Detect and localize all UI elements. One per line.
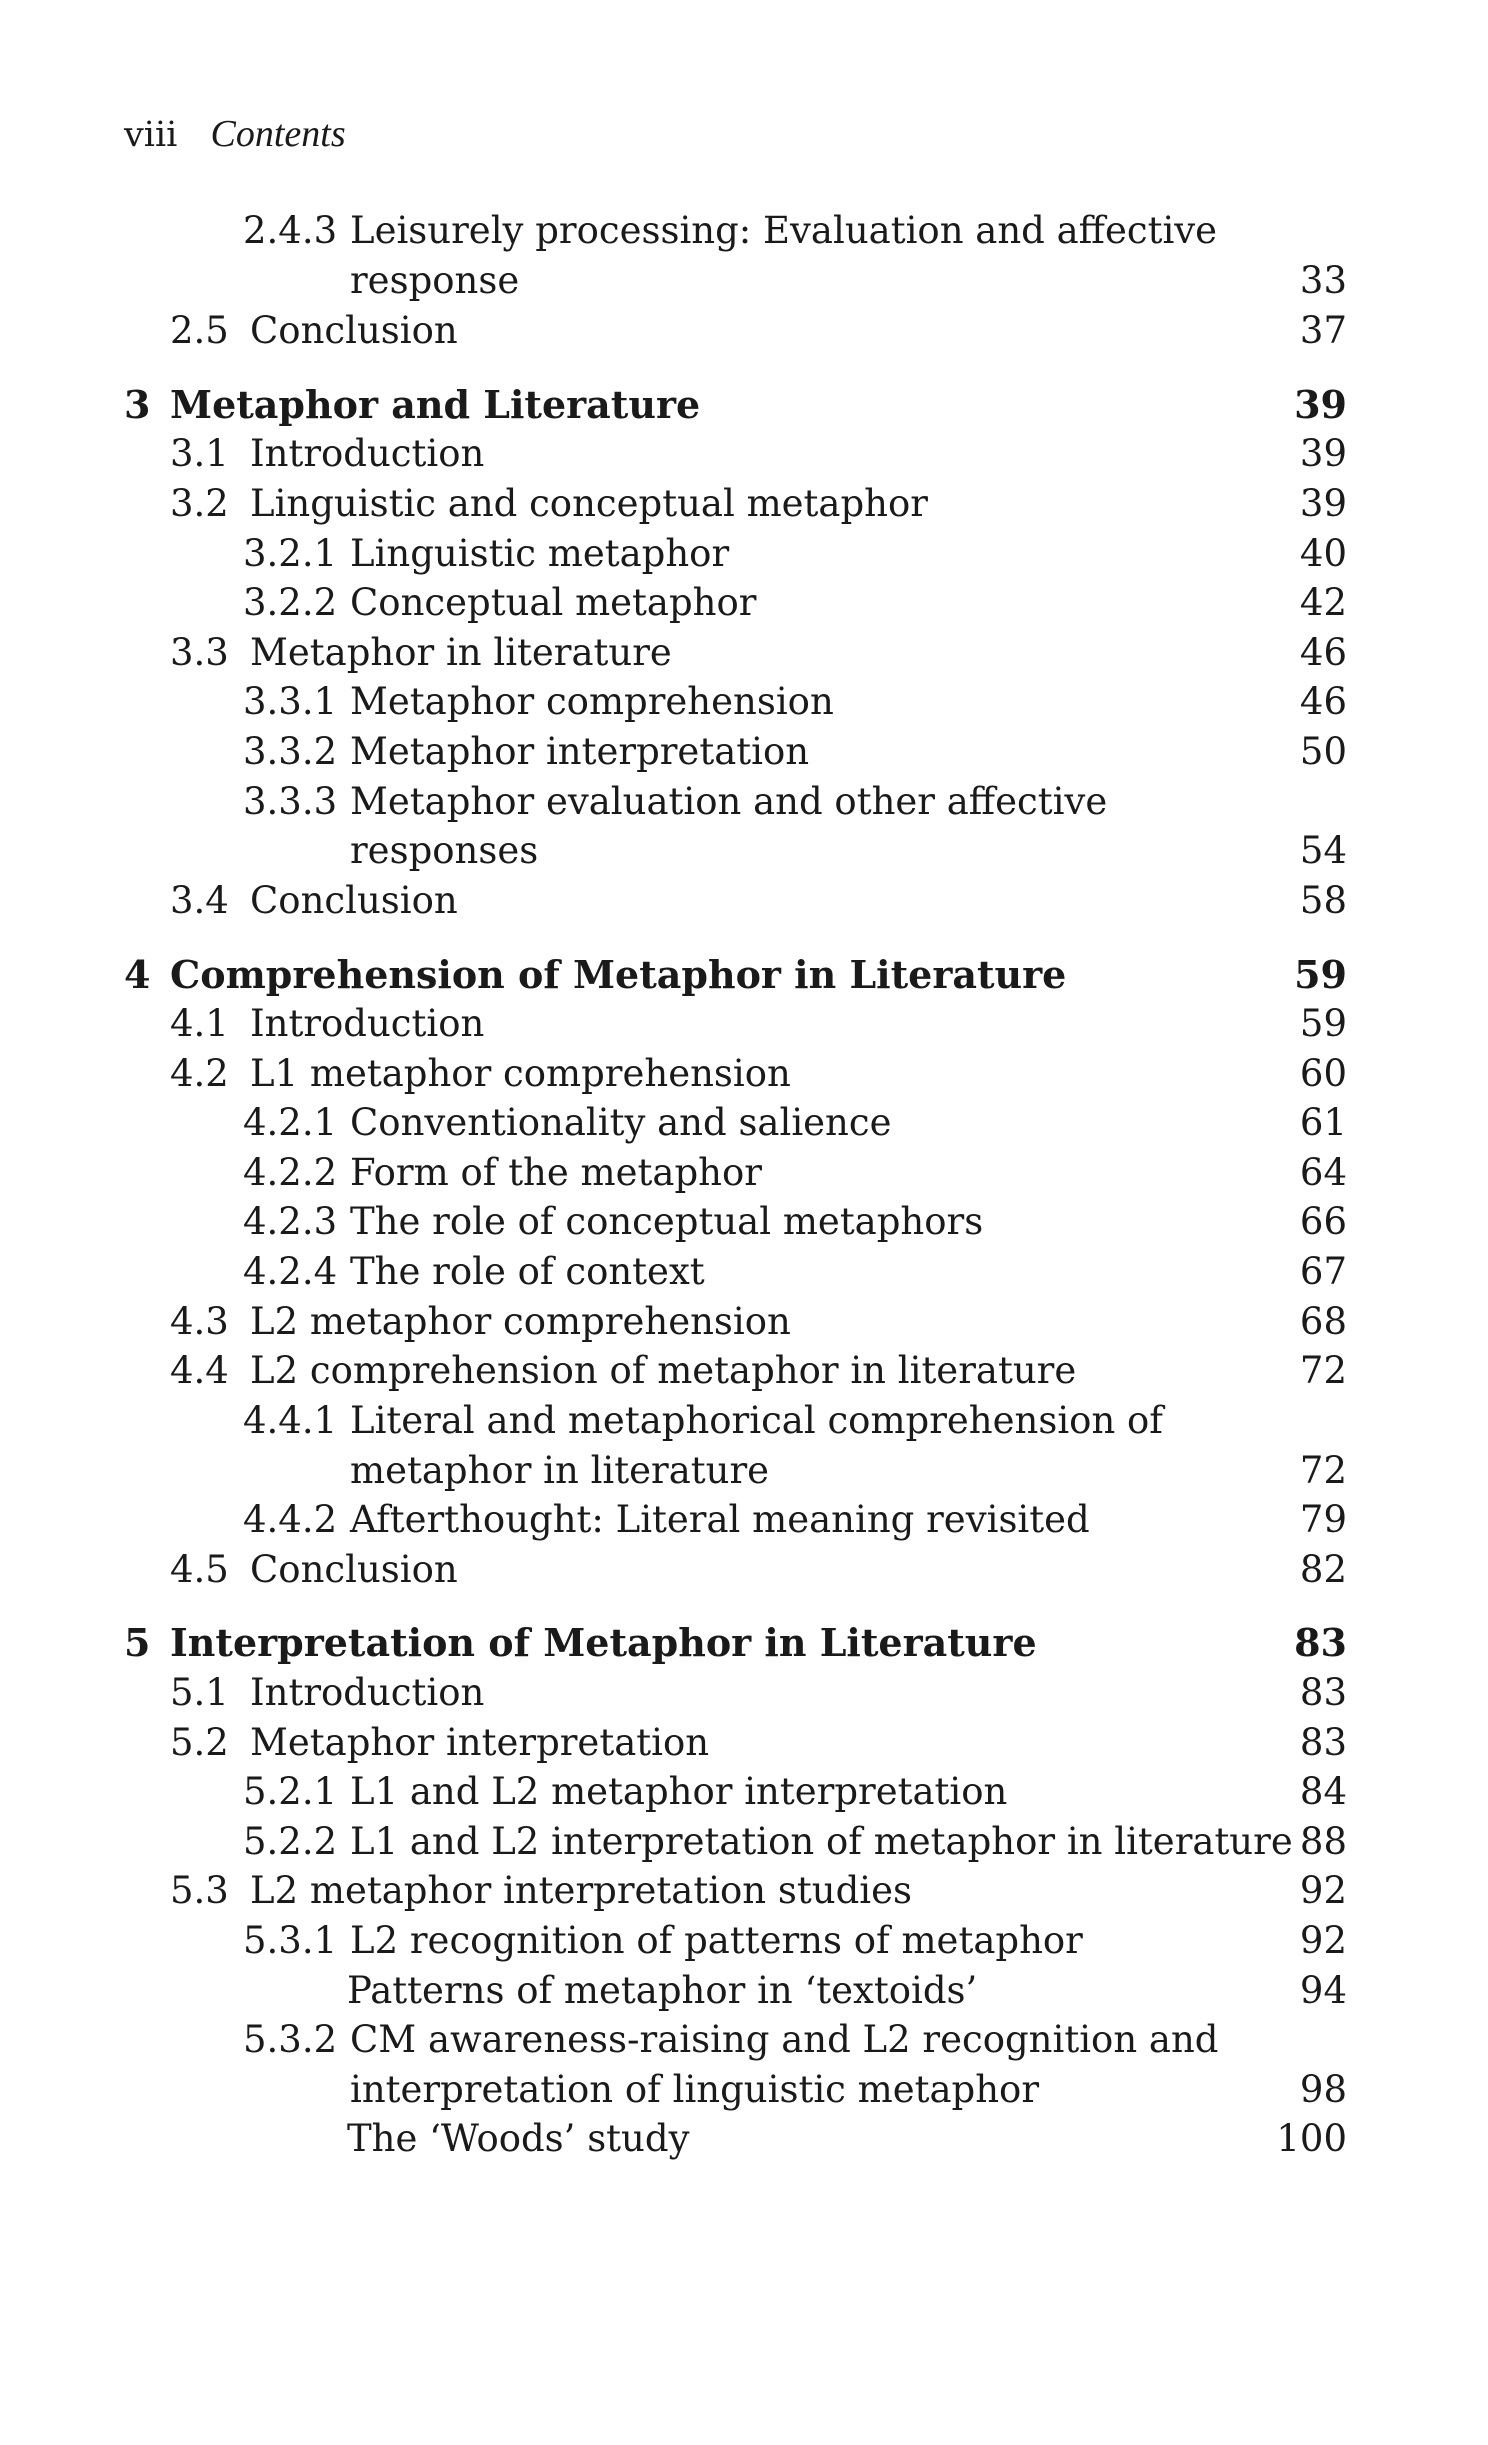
toc-entry xyxy=(0,727,1488,777)
toc-entry-title: Metaphor in literature xyxy=(250,631,672,674)
toc-entry-page: 33 xyxy=(1299,259,1347,302)
toc-chapter-page: 59 xyxy=(1294,952,1347,997)
toc-entry-title: Linguistic and conceptual metaphor xyxy=(250,482,928,525)
toc-entry xyxy=(0,1098,1488,1148)
toc-entry-number: 4.4.2 xyxy=(243,1498,338,1541)
toc-entry xyxy=(0,529,1488,579)
toc-entry xyxy=(0,1396,1488,1446)
toc-entry-number: 3.2 xyxy=(170,482,229,525)
toc-entry xyxy=(0,2015,1488,2065)
toc-entry-number: 5.2.2 xyxy=(243,1820,338,1863)
toc-entry-title: response xyxy=(350,259,520,302)
toc-entry xyxy=(0,1148,1488,1198)
toc-entry-page: 59 xyxy=(1299,1002,1347,1045)
toc-entry-page: 39 xyxy=(1299,482,1347,525)
toc-entry xyxy=(0,1966,1488,2016)
toc-entry-page: 88 xyxy=(1299,1820,1347,1863)
toc-entry-title: The role of conceptual metaphors xyxy=(350,1200,984,1243)
toc-entry-page: 42 xyxy=(1299,581,1347,624)
toc-entry-number: 4.4.1 xyxy=(243,1399,338,1442)
toc-entry-number: 4.4 xyxy=(170,1349,229,1392)
toc-entry-page: 67 xyxy=(1299,1250,1347,1293)
toc-entry xyxy=(0,677,1488,727)
toc-entry-number: 4.2.2 xyxy=(243,1151,338,1194)
toc-entry-title: Patterns of metaphor in ‘textoids’ xyxy=(347,1969,978,2012)
toc-entry-page: 46 xyxy=(1299,631,1347,674)
toc-entry-number: 2.4.3 xyxy=(243,209,338,252)
toc-entry xyxy=(0,1916,1488,1966)
toc-entry-page: 50 xyxy=(1299,730,1347,773)
toc-entry xyxy=(0,999,1488,1049)
toc-chapter-title: Metaphor and Literature xyxy=(170,382,701,427)
toc-chapter-number: 4 xyxy=(124,952,151,997)
toc-entry xyxy=(0,1545,1488,1595)
toc-entry-title: Introduction xyxy=(250,1002,485,1045)
toc-entry-title: Conclusion xyxy=(250,309,458,352)
toc-entry-continuation xyxy=(0,1446,1488,1496)
toc-entry-title: L1 and L2 interpretation of metaphor in literature xyxy=(350,1820,1293,1863)
toc-entry-page: 64 xyxy=(1299,1151,1347,1194)
toc-entry-page: 92 xyxy=(1299,1869,1347,1912)
toc-entry-page: 37 xyxy=(1299,309,1347,352)
toc-entry xyxy=(0,1297,1488,1347)
toc-entry-title: Afterthought: Literal meaning revisited xyxy=(350,1498,1090,1541)
toc-entry-title: responses xyxy=(350,829,539,872)
toc-entry-title: L2 comprehension of metaphor in literature xyxy=(250,1349,1077,1392)
toc-entry-title: Introduction xyxy=(250,432,485,475)
toc-entry-number: 4.5 xyxy=(170,1548,229,1591)
toc-entry-page: 58 xyxy=(1299,879,1347,922)
toc-entry-number: 3.4 xyxy=(170,879,229,922)
toc-entry xyxy=(0,2114,1488,2164)
toc-entry-continuation xyxy=(0,256,1488,306)
toc-entry-page: 92 xyxy=(1299,1919,1347,1962)
toc-entry-page: 83 xyxy=(1299,1721,1347,1764)
toc-entry-page: 79 xyxy=(1299,1498,1347,1541)
toc-entry-number: 4.2 xyxy=(170,1052,229,1095)
running-title: Contents xyxy=(210,113,346,155)
toc-entry-title: Metaphor comprehension xyxy=(350,680,834,723)
toc-entry-continuation xyxy=(0,826,1488,876)
toc-entry-page: 84 xyxy=(1299,1770,1347,1813)
toc-entry-number: 3.2.1 xyxy=(243,532,338,575)
toc-entry-number: 4.2.3 xyxy=(243,1200,338,1243)
toc-chapter-page: 83 xyxy=(1294,1620,1347,1665)
toc-entry-title: Form of the metaphor xyxy=(350,1151,762,1194)
toc-entry-page: 83 xyxy=(1299,1671,1347,1714)
toc-entry-title: Conclusion xyxy=(250,879,458,922)
toc-entry xyxy=(0,1817,1488,1867)
toc-entry-number: 4.2.4 xyxy=(243,1250,338,1293)
toc-chapter-title: Interpretation of Metaphor in Literature xyxy=(170,1620,1037,1665)
toc-entry xyxy=(0,876,1488,926)
toc-entry-title: CM awareness-raising and L2 recognition and xyxy=(350,2018,1219,2061)
toc-entry xyxy=(0,429,1488,479)
toc-entry-title: Literal and metaphorical comprehension of xyxy=(350,1399,1164,1442)
toc-entry-title: Conventionality and salience xyxy=(350,1101,892,1144)
toc-entry-title: metaphor in literature xyxy=(350,1449,770,1492)
toc-entry xyxy=(0,1866,1488,1916)
toc-entry-number: 5.1 xyxy=(170,1671,229,1714)
toc-entry-page: 100 xyxy=(1276,2117,1347,2160)
toc-entry-title: Conclusion xyxy=(250,1548,458,1591)
page-folio: viii xyxy=(124,115,178,155)
toc-entry xyxy=(0,1049,1488,1099)
toc-entry-page: 39 xyxy=(1299,432,1347,475)
toc-entry xyxy=(0,628,1488,678)
toc-entry-number: 4.2.1 xyxy=(243,1101,338,1144)
toc-entry-number: 5.2.1 xyxy=(243,1770,338,1813)
toc-entry-number: 3.3 xyxy=(170,631,229,674)
toc-entry-page: 60 xyxy=(1299,1052,1347,1095)
toc-entry-number: 5.3 xyxy=(170,1869,229,1912)
toc-entry-number: 3.1 xyxy=(170,432,229,475)
toc-entry-page: 66 xyxy=(1299,1200,1347,1243)
toc-entry-number: 3.3.3 xyxy=(243,780,338,823)
toc-entry-number: 5.3.1 xyxy=(243,1919,338,1962)
toc-entry-title: Introduction xyxy=(250,1671,485,1714)
toc-entry-page: 98 xyxy=(1299,2068,1347,2111)
toc-entry xyxy=(0,578,1488,628)
toc-entry-title: interpretation of linguistic metaphor xyxy=(350,2068,1040,2111)
toc-entry-title: L1 metaphor comprehension xyxy=(250,1052,791,1095)
toc-entry-page: 61 xyxy=(1299,1101,1347,1144)
toc-entry-page: 40 xyxy=(1299,532,1347,575)
toc-entry xyxy=(0,1346,1488,1396)
toc-entry xyxy=(0,206,1488,256)
toc-entry-title: The role of context xyxy=(350,1250,705,1293)
toc-entry-title: L2 recognition of patterns of metaphor xyxy=(350,1919,1083,1962)
toc-entry-number: 3.2.2 xyxy=(243,581,338,624)
toc-entry-number: 3.3.1 xyxy=(243,680,338,723)
toc-chapter xyxy=(0,950,1488,1000)
toc-entry-page: 82 xyxy=(1299,1548,1347,1591)
toc-entry-number: 5.2 xyxy=(170,1721,229,1764)
toc-entry-title: The ‘Woods’ study xyxy=(347,2117,690,2160)
toc-entry-page: 72 xyxy=(1299,1349,1347,1392)
toc-entry-page: 54 xyxy=(1299,829,1347,872)
toc-chapter-title: Comprehension of Metaphor in Literature xyxy=(170,952,1067,997)
toc-chapter-number: 3 xyxy=(124,382,151,427)
toc-entry-title: Leisurely processing: Evaluation and affective xyxy=(350,209,1218,252)
toc-chapter xyxy=(0,380,1488,430)
toc-entry xyxy=(0,1767,1488,1817)
toc-entry xyxy=(0,1668,1488,1718)
toc-entry-title: L2 metaphor comprehension xyxy=(250,1300,791,1343)
toc-entry xyxy=(0,479,1488,529)
toc-entry-number: 3.3.2 xyxy=(243,730,338,773)
toc-entry-title: Metaphor interpretation xyxy=(350,730,810,773)
toc-entry-title: L1 and L2 metaphor interpretation xyxy=(350,1770,1008,1813)
toc-entry xyxy=(0,1718,1488,1768)
toc-entry-title: Metaphor evaluation and other affective xyxy=(350,780,1108,823)
toc-entry-continuation xyxy=(0,2065,1488,2115)
toc-entry-number: 2.5 xyxy=(170,309,229,352)
toc-entry-page: 72 xyxy=(1299,1449,1347,1492)
toc-entry-title: Metaphor interpretation xyxy=(250,1721,710,1764)
toc-entry-number: 5.3.2 xyxy=(243,2018,338,2061)
toc-entry-title: Conceptual metaphor xyxy=(350,581,757,624)
toc-entry-page: 94 xyxy=(1299,1969,1347,2012)
toc-entry xyxy=(0,1197,1488,1247)
toc-chapter xyxy=(0,1618,1488,1668)
toc-chapter-number: 5 xyxy=(124,1620,151,1665)
toc-entry-title: L2 metaphor interpretation studies xyxy=(250,1869,912,1912)
toc-entry-page: 68 xyxy=(1299,1300,1347,1343)
toc-entry xyxy=(0,1495,1488,1545)
toc-entry-number: 4.1 xyxy=(170,1002,229,1045)
toc-entry-title: Linguistic metaphor xyxy=(350,532,730,575)
toc-entry xyxy=(0,777,1488,827)
toc-chapter-page: 39 xyxy=(1294,382,1347,427)
toc-entry-number: 4.3 xyxy=(170,1300,229,1343)
toc-entry xyxy=(0,306,1488,356)
toc-entry-page: 46 xyxy=(1299,680,1347,723)
toc-entry xyxy=(0,1247,1488,1297)
